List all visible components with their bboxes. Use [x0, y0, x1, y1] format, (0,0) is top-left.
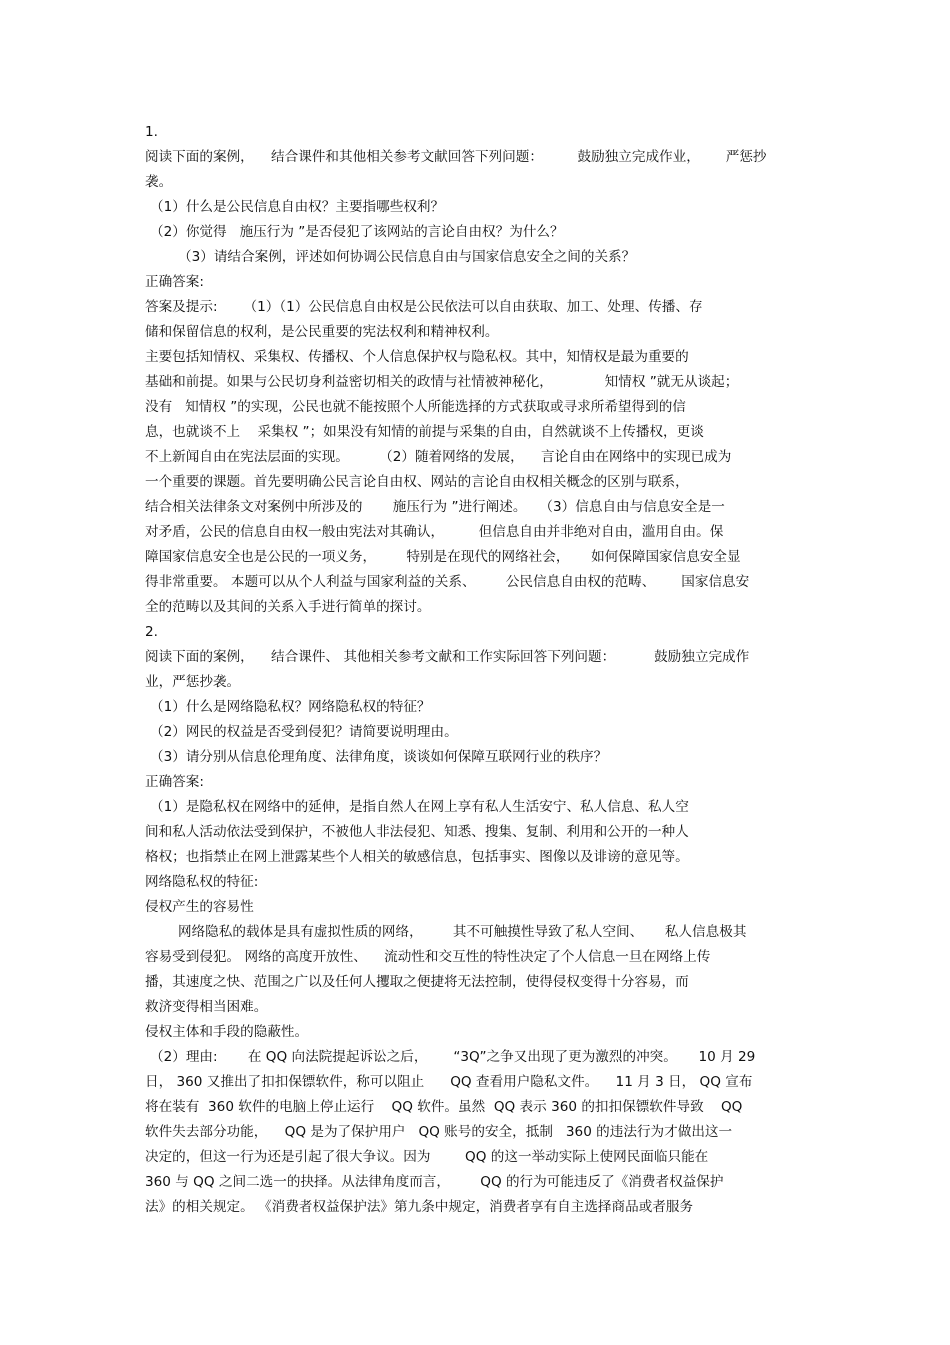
answer-text: 决定的，但这一行为还是引起了很大争议。因为 QQ 的这一举动实际上使网民面临只能在 — [145, 1149, 709, 1165]
answer-text: 容易受到侵犯。 网络的高度开放性、 流动性和交互性的特性决定了个人信息一旦在网络上传 — [145, 949, 711, 965]
answer-text: 日， 360 又推出了扣扣保镖软件，称可以阻止 QQ 查看用户隐私文件。 11 月 3 日， QQ 宣布 — [145, 1074, 753, 1090]
answer-text: 软件失去部分功能， QQ 是为了保护用户 QQ 账号的安全，抵制 360 的违法行为才做出这一 — [145, 1124, 733, 1140]
answer-text: 得非常重要。 本题可以从个人利益与国家利益的关系、 公民信息自由权的范畴、 国家信息安 — [145, 574, 750, 590]
question-item: （2）网民的权益是否受到侵犯？请简要说明理由。 — [150, 724, 458, 740]
answer-text: 网络隐私的载体是具有虚拟性质的网络， 其不可触摸性导致了私人空间、 私人信息极其 — [178, 924, 747, 940]
answer-text: 格权；也指禁止在网上泄露某些个人相关的敏感信息，包括事实、图像以及诽谤的意见等。 — [145, 849, 689, 865]
answer-text: 障国家信息安全也是公民的一项义务， 特别是在现代的网络社会， 如何保障国家信息安全显 — [145, 549, 741, 565]
answer-text: 储和保留信息的权利，是公民重要的宪法权利和精神权利。 — [145, 324, 499, 340]
answer-text: 息，也就谈不上 采集权 ”；如果没有知情的前提与采集的自由，自然就谈不上传播权，更谈 — [145, 424, 704, 440]
answer-text: （1）是隐私权在网络中的延伸，是指自然人在网上享有私人生活安宁、私人信息、私人空 — [150, 799, 689, 815]
question-intro: 业，严惩抄袭。 — [145, 674, 241, 690]
answer-text: 360 与 QQ 之间二选一的抉择。从法律角度而言， QQ 的行为可能违反了《消费者权益保护 — [145, 1174, 724, 1190]
answer-subheading: 侵权产生的容易性 — [145, 899, 254, 915]
question-item: （1）什么是公民信息自由权？主要指哪些权利？ — [150, 199, 445, 215]
question-intro: 阅读下面的案例， 结合课件和其他相关参考文献回答下列问题： 鼓励独立完成作业， 严惩抄 — [145, 149, 767, 165]
answer-text: 基础和前提。如果与公民切身利益密切相关的政情与社情被神秘化， 知情权 ”就无从谈起； — [145, 374, 739, 390]
question-intro: 阅读下面的案例， 结合课件、 其他相关参考文献和工作实际回答下列问题： 鼓励独立完成作 — [145, 649, 750, 665]
answer-subheading: 网络隐私权的特征: — [145, 874, 259, 890]
answer-text: 对矛盾，公民的信息自由权一般由宪法对其确认， 但信息自由并非绝对自由，滥用自由。保 — [145, 524, 724, 540]
question-item: （2）你觉得 施压行为 ”是否侵犯了该网站的言论自由权？为什么？ — [150, 224, 564, 240]
answer-text: 没有 知情权 ”的实现，公民也就不能按照个人所能选择的方式获取或寻求所希望得到的信 — [145, 399, 686, 415]
question-item: （3）请分别从信息伦理角度、法律角度，谈谈如何保障互联网行业的秩序？ — [150, 749, 608, 765]
answer-text: 间和私人活动依法受到保护，不被他人非法侵犯、知悉、搜集、复制、利用和公开的一种人 — [145, 824, 689, 840]
answer-text: 主要包括知情权、采集权、传播权、个人信息保护权与隐私权。其中，知情权是最为重要的 — [145, 349, 689, 365]
answer-text: 播，其速度之快、范围之广以及任何人攫取之便捷将无法控制，使得侵权变得十分容易，而 — [145, 974, 689, 990]
answer-text: 一个重要的课题。首先要明确公民言论自由权、网站的言论自由权相关概念的区别与联系， — [145, 474, 689, 490]
section-number: 1. — [145, 124, 158, 140]
question-item: （3）请结合案例，评述如何协调公民信息自由与国家信息安全之间的关系？ — [178, 249, 636, 265]
answer-text: 全的范畴以及其间的关系入手进行简单的探讨。 — [145, 599, 431, 615]
answer-text: 答案及提示: （1）（1）公民信息自由权是公民依法可以自由获取、加工、处理、传播、存 — [145, 299, 703, 315]
answer-text: 法》的相关规定。 《消费者权益保护法》第九条中规定，消费者享有自主选择商品或者服务 — [145, 1199, 694, 1215]
answer-subheading: 侵权主体和手段的隐蔽性。 — [145, 1024, 309, 1040]
question-intro: 袭。 — [145, 174, 173, 190]
answer-heading: 正确答案: — [145, 774, 204, 790]
section-number: 2. — [145, 624, 158, 640]
answer-text: 结合相关法律条文对案例中所涉及的 施压行为 ”进行阐述。 （3）信息自由与信息安全是一 — [145, 499, 725, 515]
answer-text: 将在装有 360 软件的电脑上停止运行 QQ 软件。虽然 QQ 表示 360 的扣扣保镖软件导致 QQ — [145, 1099, 743, 1115]
answer-heading: 正确答案: — [145, 274, 204, 290]
answer-text: 救济变得相当困难。 — [145, 999, 268, 1015]
answer-text: （2）理由: 在 QQ 向法院提起诉讼之后， “3Q”之争又出现了更为激烈的冲突。 10 月 29 — [150, 1049, 756, 1065]
question-item: （1）什么是网络隐私权？网络隐私权的特征？ — [150, 699, 431, 715]
answer-text: 不上新闻自由在宪法层面的实现。 （2）随着网络的发展， 言论自由在网络中的实现已成为 — [145, 449, 732, 465]
